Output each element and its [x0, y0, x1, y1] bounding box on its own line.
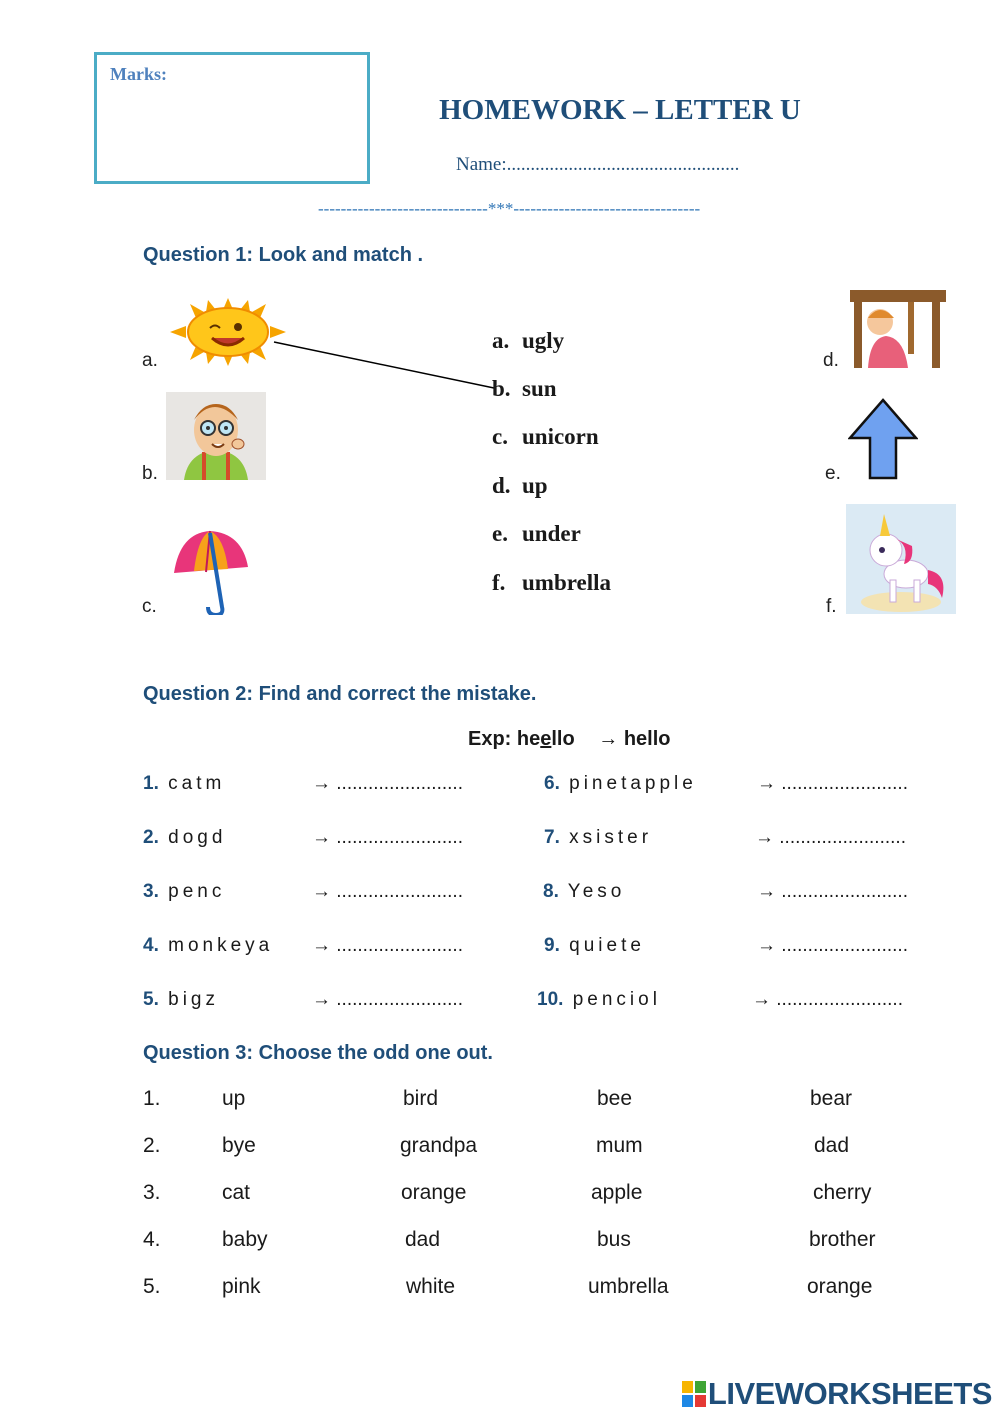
under-picture[interactable] [846, 288, 948, 370]
row-number: 3. [143, 1181, 161, 1204]
option[interactable]: dad [814, 1134, 850, 1157]
answer-blank[interactable]: → ........................ [755, 827, 906, 848]
option[interactable]: dad [405, 1228, 441, 1251]
row-number: 4. [143, 1228, 161, 1251]
option[interactable]: pink [222, 1275, 261, 1298]
answer-blank[interactable]: → ........................ [757, 881, 908, 902]
q1-label-c: c. [142, 596, 157, 617]
word-item[interactable]: f. umbrella [492, 570, 612, 595]
option[interactable]: umbrella [588, 1275, 669, 1298]
q1-label-e: e. [825, 463, 841, 484]
match-line [270, 336, 500, 392]
word-item[interactable]: d. up [492, 473, 548, 498]
row-number: 2. [143, 1134, 161, 1157]
correction-item: 5. bigz [143, 989, 219, 1010]
option[interactable]: cat [222, 1181, 251, 1204]
correction-item: 8. Yeso [543, 881, 626, 902]
q1-label-d: d. [823, 350, 839, 371]
word-item[interactable]: b. sun [492, 376, 557, 401]
correction-item: 9. quiete [544, 935, 645, 956]
correction-item: 1. catm [143, 773, 226, 794]
option[interactable]: grandpa [400, 1134, 478, 1157]
answer-blank[interactable]: → ........................ [312, 827, 463, 848]
option[interactable]: orange [807, 1275, 873, 1298]
option[interactable]: orange [401, 1181, 467, 1204]
page-title: HOMEWORK – LETTER U [439, 94, 801, 126]
word-item[interactable]: a. ugly [492, 328, 565, 353]
name-line: Name:................................................. [456, 154, 740, 175]
correction-item: 4. monkeya [143, 935, 274, 956]
option[interactable]: up [222, 1087, 246, 1110]
option[interactable]: bye [222, 1134, 256, 1157]
question-2-heading: Question 2: Find and correct the mistake. [143, 683, 537, 705]
answer-blank[interactable]: → ........................ [312, 989, 463, 1010]
divider: ------------------------------***--------------------------------- [318, 199, 701, 218]
option[interactable]: brother [809, 1228, 876, 1251]
option[interactable]: cherry [813, 1181, 872, 1204]
option[interactable]: baby [222, 1228, 268, 1251]
marks-label: Marks: [110, 64, 167, 84]
unicorn-picture[interactable] [846, 504, 956, 614]
correction-item: 7. xsister [544, 827, 653, 848]
example-line: Exp: heello → hello [468, 728, 671, 750]
liveworksheets-logo: LIVEWORKSHEETS [682, 1376, 992, 1412]
answer-blank[interactable]: → ........................ [757, 773, 908, 794]
option[interactable]: bird [403, 1087, 439, 1110]
question-3-heading: Question 3: Choose the odd one out. [143, 1042, 493, 1064]
answer-blank[interactable]: → ........................ [312, 881, 463, 902]
option[interactable]: bee [597, 1087, 633, 1110]
q1-label-a: a. [142, 350, 158, 371]
word-item[interactable]: e. under [492, 521, 581, 546]
option[interactable]: bear [810, 1087, 853, 1110]
option[interactable]: white [406, 1275, 456, 1298]
correction-item: 6. pinetapple [544, 773, 697, 794]
word-item[interactable]: c. unicorn [492, 424, 599, 449]
row-number: 5. [143, 1275, 161, 1298]
option[interactable]: mum [596, 1134, 643, 1157]
q1-label-f: f. [826, 596, 837, 617]
answer-blank[interactable]: → ........................ [757, 935, 908, 956]
sun-picture[interactable] [170, 298, 286, 366]
answer-blank[interactable]: → ........................ [312, 935, 463, 956]
answer-blank[interactable]: → ........................ [312, 773, 463, 794]
option[interactable]: apple [591, 1181, 643, 1204]
up-arrow-picture[interactable] [848, 398, 918, 480]
umbrella-picture[interactable] [170, 527, 252, 615]
logo-icon [682, 1381, 706, 1407]
row-number: 1. [143, 1087, 161, 1110]
answer-blank[interactable]: → ........................ [752, 989, 903, 1010]
option[interactable]: bus [597, 1228, 631, 1251]
correction-item: 3. penc [143, 881, 226, 902]
correction-item: 10. penciol [537, 989, 661, 1010]
question-1-heading: Question 1: Look and match . [143, 244, 424, 266]
correction-item: 2. dogd [143, 827, 227, 848]
q1-label-b: b. [142, 463, 158, 484]
ugly-boy-picture[interactable] [166, 392, 266, 480]
